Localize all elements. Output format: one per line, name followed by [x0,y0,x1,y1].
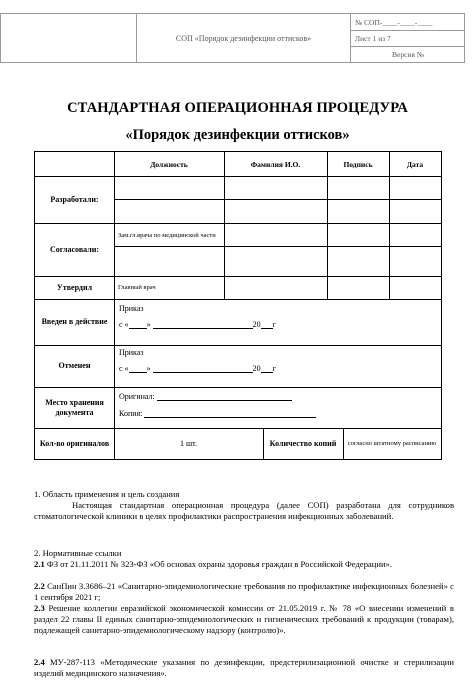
section-1-text: Настоящая стандартная операционная процедура (далее СОП) разработана для сотрудников стоматологической клиники в целях профилактики распространения инфекционных заболеваний. [34,500,454,521]
header-meta [350,14,465,62]
row-label-introduced: Введен в действие [41,317,108,326]
canceled-year-g: г [272,364,276,373]
row-label-storage: Место хранения документа [45,397,104,417]
canceled-order-date [119,364,419,373]
header-sheet: Лист 1 из 7 [351,30,465,46]
row-label-agreed: Согласовали: [50,244,99,254]
row-label-approved: Утвердил [56,282,93,292]
section-2-title: 2. Нормативные ссылки [34,548,122,558]
introduced-year: 20 [252,320,261,329]
header-version: Версия № [351,46,465,62]
ref-2-1-num: 2.1 [34,559,45,569]
col-header-position: Должность [150,159,188,169]
ref-2-1 [34,559,454,570]
introduced-from-open: с « [119,320,129,329]
ref-2-3-num: 2.3 [34,603,45,613]
canceled-year: 20 [252,364,261,373]
canceled-order-label: Приказ [119,348,144,357]
row-label-canceled: Отменен [58,361,91,370]
approval-table [34,151,442,460]
ref-2-3-text: Решение коллегии евразийской экономической комиссии от 21.05.2019 г. № 78 «О внесении изменений в раздел 22 главы II единых санитарно-эпидемиологических и гигиенических требований к продукции (товарам), подлежащей санитарно-эпидемиологическому надзору (контролю)». [34,603,454,635]
copies-count: согласно штатному расписанию [347,440,437,447]
header-sop-number: № СОП-____-____-____ [355,17,433,27]
row-label-developed: Разработали: [50,194,99,204]
canceled-from-open: с « [119,364,129,373]
introduced-order-label: Приказ [119,304,144,313]
introduced-order-date [119,320,419,329]
section-1-title: 1. Область применения и цель создания [34,489,180,499]
canceled-from-close: » [146,364,151,373]
ref-2-2-text: СанПин 3.3686–21 «Санитарно-эпидемиологические требования по профилактике инфекционных болезней» с 1 сентября 2021 г; [34,581,454,602]
doc-title: СТАНДАРТНАЯ ОПЕРАЦИОННАЯ ПРОЦЕДУРА [67,100,408,116]
row-label-originals-count: Кол-во оригиналов [39,438,110,448]
copies-count-label: Количество копий [269,438,337,448]
introduced-order [119,304,419,329]
introduced-year-g: г [272,320,276,329]
ref-2-4-text: МУ-287-113 «Методические указания по дезинфекции, предстерилизационной очистке и стерилизации изделий медицинского назначения». [34,657,454,678]
storage-original [119,392,429,401]
originals-count: 1 шт. [179,439,198,448]
col-header-date: Дата [406,159,424,169]
storage-original-label: Оригинал: [119,392,155,401]
doc-subtitle: «Порядок дезинфекции оттисков» [125,127,350,143]
ref-2-1-text: ФЗ от 21.11.2011 № 323-ФЗ «Об основах охраны здоровья граждан в Российской Федерации». [46,559,393,569]
ref-2-4-num: 2.4 [34,657,45,667]
header-title: СОП «Порядок дезинфекции оттисков» [136,14,350,62]
ref-2-2-num: 2.2 [34,581,45,591]
ref-2-4 [34,657,454,679]
storage-copy [119,409,429,418]
page-header [0,13,465,63]
ref-2-3 [34,603,454,635]
header-logo-cell [1,14,136,62]
col-header-signature: Подпись [343,159,373,169]
approved-position: Главный врач [118,284,156,291]
introduced-from-close: » [146,320,151,329]
col-header-name: Фамилия И.О. [250,159,301,169]
ref-2-2 [34,581,454,603]
canceled-order [119,348,419,373]
storage-copy-label: Копия: [119,409,143,418]
agreed-position: Зам.гл.врача по медицинской части [118,231,216,239]
